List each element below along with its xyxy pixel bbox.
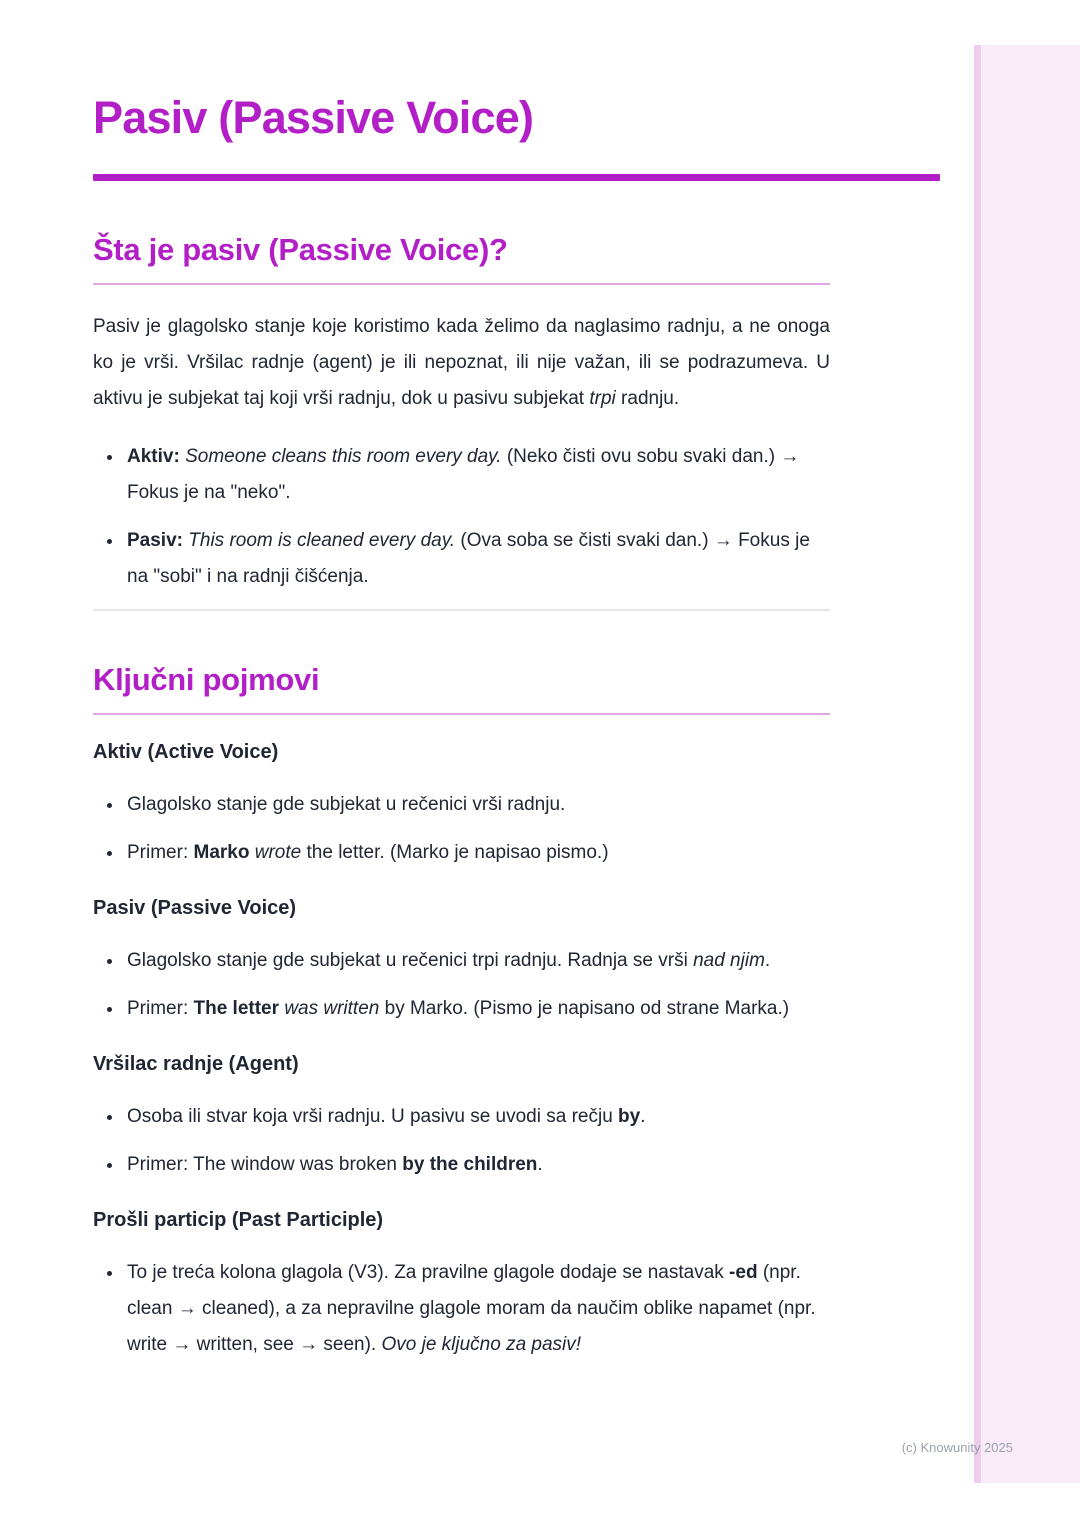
section-sta-je-pasiv	[93, 231, 830, 595]
text-segment: the letter. (Marko je napisao pismo.)	[301, 842, 609, 863]
text-segment: by Marko. (Pismo je napisano od strane Marka.)	[379, 998, 790, 1019]
list-item	[124, 787, 830, 823]
section-kljucni-pojmovi	[93, 661, 830, 1363]
side-accent-band	[974, 45, 1080, 1483]
list-item	[124, 1099, 830, 1135]
text-segment: Glagolsko stanje gde subjekat u rečenici trpi radnju. Radnja se vrši	[127, 950, 694, 971]
term-aktiv-list	[93, 787, 830, 871]
text-segment: Osoba ili stvar koja vrši radnju. U pasivu se uvodi sa rečju	[127, 1106, 619, 1127]
text-segment: by	[618, 1106, 641, 1127]
text-segment: (Neko čisti ovu sobu svaki dan.) → Fokus je na "neko".	[127, 446, 800, 503]
list-item	[124, 835, 830, 871]
text-segment: This room is cleaned every day.	[188, 530, 456, 551]
text-segment: To je treća kolona glagola (V3). Za pravilne glagole dodaje se nastavak	[127, 1262, 730, 1283]
text-segment: Primer: The window was broken	[127, 1154, 403, 1175]
term-heading-pasiv: Pasiv (Passive Voice)	[93, 897, 297, 919]
list-item	[124, 991, 830, 1027]
section-heading-sta-je-pasiv: Šta je pasiv (Passive Voice)?	[93, 232, 508, 267]
list-item-aktiv-example	[124, 439, 830, 511]
text-segment: wrote	[254, 842, 302, 863]
list-item	[124, 1147, 830, 1183]
term-heading-vrsilac-radnje: Vršilac radnje (Agent)	[93, 1053, 299, 1075]
text-segment: Marko	[193, 842, 250, 863]
term-participle-list	[93, 1255, 830, 1363]
document-content	[93, 0, 830, 1363]
text-segment: Glagolsko stanje gde subjekat u rečenici vrši radnju.	[127, 794, 566, 815]
text-segment: nad njim	[693, 950, 765, 971]
text-segment: -ed	[729, 1262, 758, 1283]
text-segment: Primer:	[127, 842, 194, 863]
text-segment: (npr. clean → cleaned), a za nepravilne glagole moram da naučim oblike napamet (npr. write → written, see → seen).	[127, 1262, 816, 1355]
term-pasiv-list	[93, 943, 830, 1027]
text-segment: Primer:	[127, 998, 194, 1019]
text-segment: Pasiv je glagolsko stanje koje koristimo kada želimo da naglasimo radnju, a ne onoga ko je vrši. Vršilac radnje (agent) je ili nepoznat, ili nije važan, ili se podrazumeva. U aktivu je subjekat taj koji vrši radnju, dok u pasivu subjekat	[93, 316, 830, 409]
page-title: Pasiv (Passive Voice)	[93, 92, 534, 143]
list-item	[124, 943, 830, 979]
text-segment: .	[537, 1154, 543, 1175]
text-segment: Someone cleans this room every day.	[185, 446, 502, 467]
aktiv-pasiv-examples-list	[93, 439, 830, 595]
heading-underline-rule	[93, 713, 830, 715]
heading-underline-rule	[93, 283, 830, 285]
term-agent-list	[93, 1099, 830, 1183]
title-underline-rule	[93, 174, 940, 181]
text-segment: .	[764, 950, 771, 971]
copyright-notice: (c) Knowunity 2025	[901, 1440, 1013, 1455]
text-segment: radnju.	[615, 388, 680, 409]
text-segment: by the children	[402, 1154, 538, 1175]
text-segment: Pasiv:	[127, 530, 189, 551]
text-segment: The letter	[193, 998, 280, 1019]
text-segment: .	[640, 1106, 646, 1127]
list-item-pasiv-example	[124, 523, 830, 595]
list-item	[124, 1255, 830, 1363]
text-segment: (Ova soba se čisti svaki dan.) → Fokus je na "sobi" i na radnji čišćenja.	[127, 530, 810, 587]
text-segment: was written	[284, 998, 380, 1019]
section-divider	[93, 609, 830, 611]
text-segment: Aktiv:	[127, 446, 186, 467]
intro-paragraph	[93, 309, 830, 417]
text-segment: Ovo je ključno za pasiv!	[381, 1334, 582, 1355]
term-heading-prosli-particip: Prošli particip (Past Participle)	[93, 1209, 384, 1231]
text-segment: trpi	[589, 388, 616, 409]
term-heading-aktiv: Aktiv (Active Voice)	[93, 741, 279, 763]
section-heading-kljucni-pojmovi: Ključni pojmovi	[93, 662, 320, 697]
